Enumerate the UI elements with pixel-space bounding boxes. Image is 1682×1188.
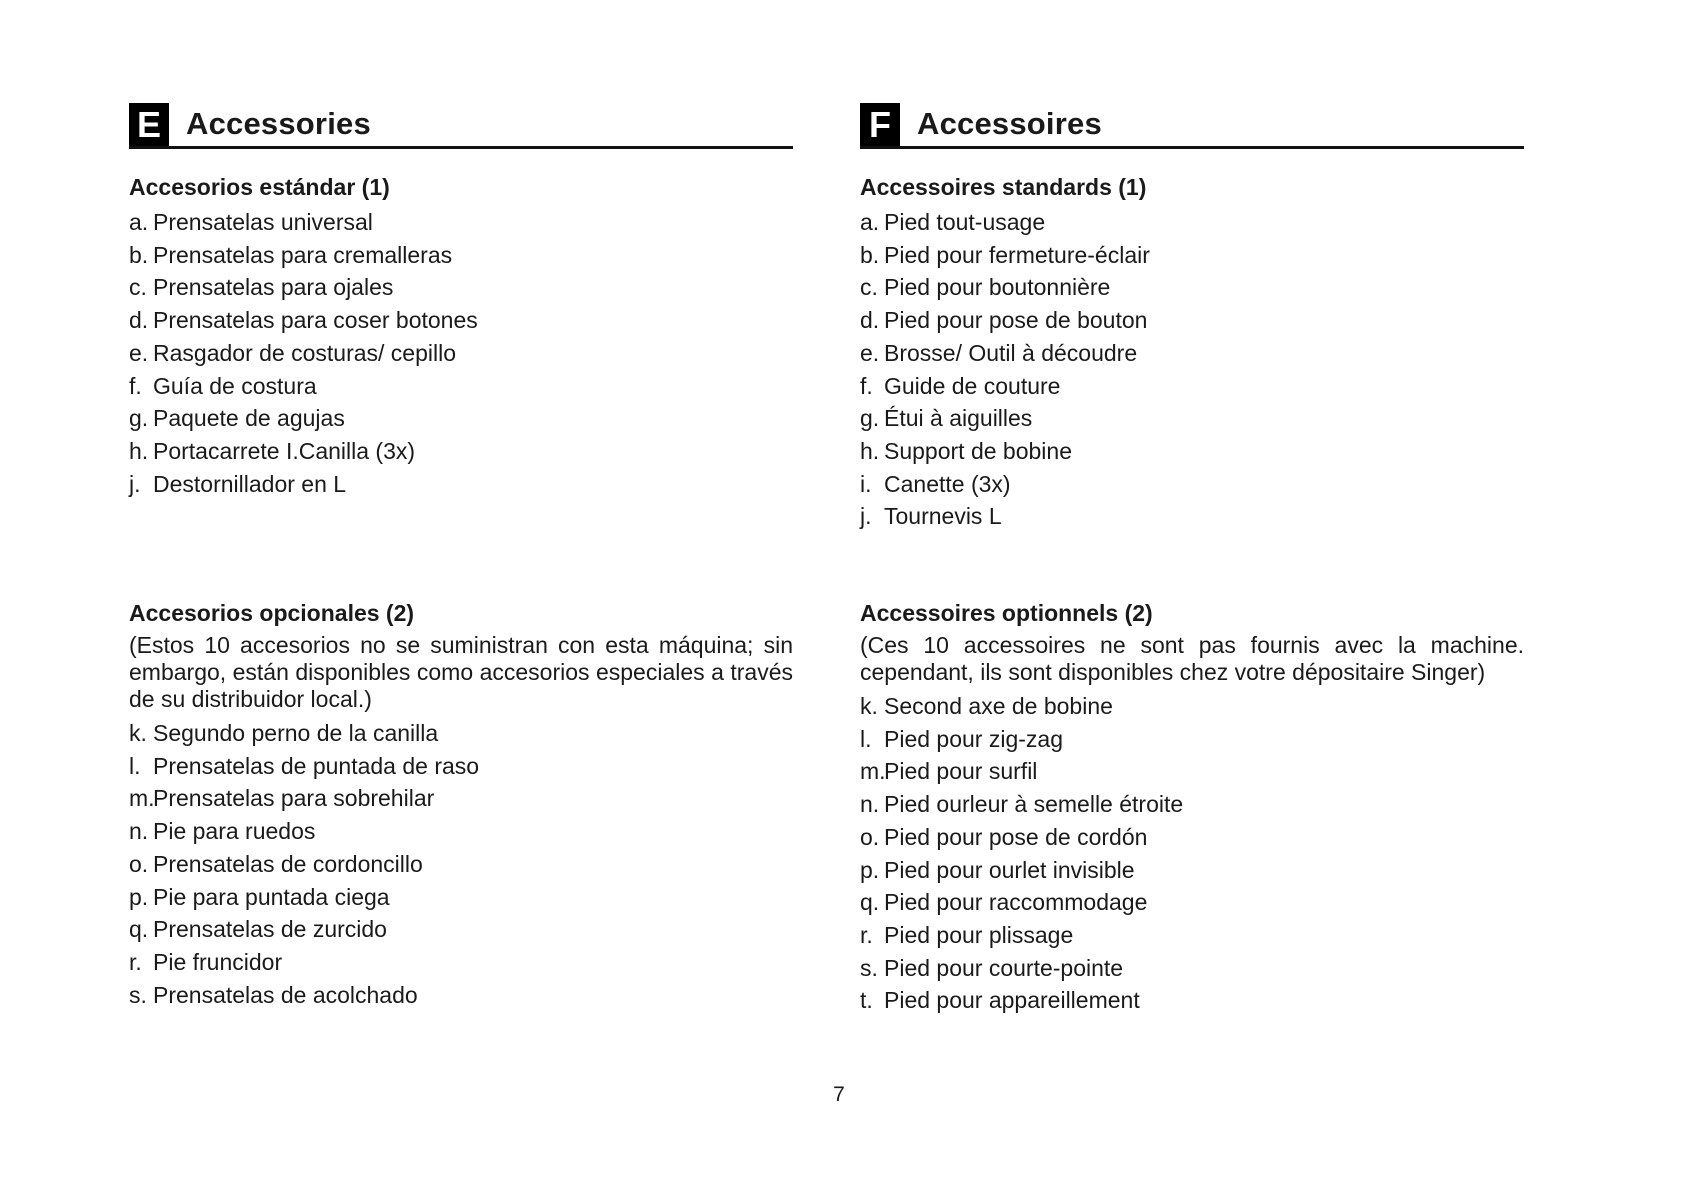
item-letter: s.	[860, 954, 878, 981]
item-letter: e.	[129, 339, 149, 366]
list-item	[860, 919, 1524, 952]
item-letter: j.	[129, 470, 141, 497]
french-optional-list	[860, 690, 1524, 1017]
item-label: Support de bobine	[884, 437, 1072, 464]
item-letter: l.	[860, 725, 872, 752]
item-letter: r.	[129, 948, 142, 975]
item-letter: p.	[129, 883, 149, 910]
list-item	[860, 788, 1524, 821]
item-label: Segundo perno de la canilla	[153, 720, 439, 746]
item-label: Guía de costura	[153, 372, 317, 399]
item-letter: s.	[129, 981, 147, 1008]
item-letter: j.	[860, 503, 872, 530]
french-header-title: Accessoires	[917, 106, 1102, 141]
list-item	[129, 717, 793, 750]
french-optional-title: Accessoires optionnels (2)	[860, 600, 1153, 626]
list-item	[860, 984, 1524, 1017]
item-letter: d.	[129, 307, 149, 334]
list-item	[129, 750, 793, 783]
list-item	[860, 239, 1524, 272]
item-letter: g.	[129, 405, 149, 432]
item-letter: h.	[860, 437, 880, 464]
spanish-standard-section	[129, 172, 793, 500]
list-item	[129, 848, 793, 881]
item-letter: o.	[129, 850, 149, 877]
list-item	[860, 755, 1524, 788]
item-label: Prensatelas para coser botones	[153, 307, 478, 334]
spanish-optional-section	[129, 598, 793, 1011]
item-letter: r.	[860, 921, 873, 948]
list-item	[129, 979, 793, 1012]
item-letter: b.	[129, 241, 149, 268]
item-label: Second axe de bobine	[884, 693, 1113, 719]
item-label: Pied tout-usage	[884, 209, 1046, 235]
item-label: Pied pour raccommodage	[884, 889, 1148, 916]
item-label: Prensatelas de cordoncillo	[153, 850, 423, 877]
french-standard-section	[860, 172, 1524, 533]
list-item	[860, 337, 1524, 370]
list-item	[860, 370, 1524, 403]
french-header	[860, 102, 1524, 149]
spanish-optional-list	[129, 717, 793, 1011]
item-label: Pied pour boutonnière	[884, 274, 1111, 301]
list-item	[129, 402, 793, 435]
list-item	[860, 468, 1524, 501]
item-label: Étui à aiguilles	[884, 405, 1033, 432]
list-item	[860, 723, 1524, 756]
list-item	[129, 370, 793, 403]
list-item	[860, 854, 1524, 887]
item-letter: i.	[860, 470, 872, 497]
list-item	[860, 886, 1524, 919]
list-item	[860, 206, 1524, 239]
item-label: Pie para ruedos	[153, 818, 316, 845]
spanish-language-badge: E	[129, 103, 169, 146]
item-letter: e.	[860, 339, 880, 366]
item-label: Pie para puntada ciega	[153, 883, 390, 910]
item-letter: l.	[129, 752, 141, 779]
item-letter: p.	[860, 856, 880, 883]
item-label: Brosse/ Outil à découdre	[884, 339, 1138, 366]
list-item	[129, 815, 793, 848]
item-label: Prensatelas para sobrehilar	[153, 785, 435, 812]
item-label: Rasgador de costuras/ cepillo	[153, 339, 456, 366]
list-item	[129, 337, 793, 370]
item-letter: n.	[860, 791, 880, 818]
item-label: Pied pour ourlet invisible	[884, 856, 1135, 883]
list-item	[129, 782, 793, 815]
list-item	[129, 206, 793, 239]
item-label: Tournevis L	[884, 503, 1002, 530]
spanish-column	[129, 102, 793, 1008]
spanish-standard-list	[129, 206, 793, 500]
item-label: Canette (3x)	[884, 470, 1011, 497]
item-label: Pied pour plissage	[884, 921, 1074, 948]
list-item	[129, 271, 793, 304]
item-letter: m.	[129, 785, 155, 812]
item-letter: o.	[860, 823, 880, 850]
list-item	[860, 435, 1524, 468]
item-letter: c.	[129, 274, 147, 301]
list-item	[860, 500, 1524, 533]
item-label: Pied ourleur à semelle étroite	[884, 791, 1184, 818]
item-letter: h.	[129, 437, 149, 464]
spanish-standard-title: Accesorios estándar (1)	[129, 174, 390, 200]
list-item	[860, 402, 1524, 435]
list-item	[129, 435, 793, 468]
item-letter: k.	[129, 720, 147, 746]
item-letter: q.	[129, 916, 149, 943]
item-letter: f.	[860, 372, 873, 399]
spanish-optional-note: (Estos 10 accesorios no se suministran con esta máquina; sin embargo, están disponibles como accesorios especiales a través de su distribuidor local.)	[129, 632, 793, 712]
item-letter: q.	[860, 889, 880, 916]
item-label: Pie fruncidor	[153, 948, 283, 975]
list-item	[860, 271, 1524, 304]
list-item	[129, 913, 793, 946]
item-label: Prensatelas de puntada de raso	[153, 752, 480, 779]
item-label: Prensatelas para ojales	[153, 274, 394, 301]
item-label: Guide de couture	[884, 372, 1061, 399]
french-column	[860, 102, 1524, 1014]
list-item	[129, 468, 793, 501]
item-letter: n.	[129, 818, 149, 845]
item-label: Pied pour surfil	[884, 758, 1038, 785]
french-language-badge: F	[860, 103, 900, 146]
item-letter: b.	[860, 241, 880, 268]
item-label: Pied pour appareillement	[884, 987, 1140, 1014]
list-item	[860, 304, 1524, 337]
spanish-header	[129, 102, 793, 149]
list-item	[860, 690, 1524, 723]
spanish-optional-title: Accesorios opcionales (2)	[129, 600, 415, 626]
item-label: Pied pour pose de cordón	[884, 823, 1148, 850]
list-item	[860, 821, 1524, 854]
item-letter: k.	[860, 693, 878, 719]
item-label: Paquete de agujas	[153, 405, 345, 432]
french-optional-section	[860, 598, 1524, 1017]
item-letter: t.	[860, 987, 873, 1014]
item-letter: m.	[860, 758, 886, 785]
item-letter: a.	[860, 209, 880, 235]
item-label: Prensatelas de acolchado	[153, 981, 418, 1008]
item-label: Pied pour courte-pointe	[884, 954, 1124, 981]
item-label: Pied pour pose de bouton	[884, 307, 1148, 334]
list-item	[129, 946, 793, 979]
spanish-header-title: Accessories	[186, 106, 371, 141]
french-standard-title: Accessoires standards (1)	[860, 174, 1147, 200]
item-letter: f.	[129, 372, 142, 399]
item-letter: g.	[860, 405, 880, 432]
list-item	[129, 239, 793, 272]
item-label: Prensatelas de zurcido	[153, 916, 387, 943]
item-letter: c.	[860, 274, 878, 301]
item-letter: d.	[860, 307, 880, 334]
french-standard-list	[860, 206, 1524, 533]
item-label: Pied pour fermeture-éclair	[884, 241, 1150, 268]
list-item	[860, 952, 1524, 985]
item-label: Portacarrete I.Canilla (3x)	[153, 437, 416, 464]
item-label: Prensatelas universal	[153, 209, 373, 235]
list-item	[129, 304, 793, 337]
item-label: Prensatelas para cremalleras	[153, 241, 453, 268]
page-number: 7	[833, 1083, 845, 1106]
list-item	[129, 881, 793, 914]
french-optional-note: (Ces 10 accessoires ne sont pas fournis avec la machine. cependant, ils sont disponibles chez votre dépositaire Singer)	[860, 632, 1524, 685]
item-label: Pied pour zig-zag	[884, 725, 1063, 752]
item-letter: a.	[129, 209, 149, 235]
item-label: Destornillador en L	[153, 470, 347, 497]
